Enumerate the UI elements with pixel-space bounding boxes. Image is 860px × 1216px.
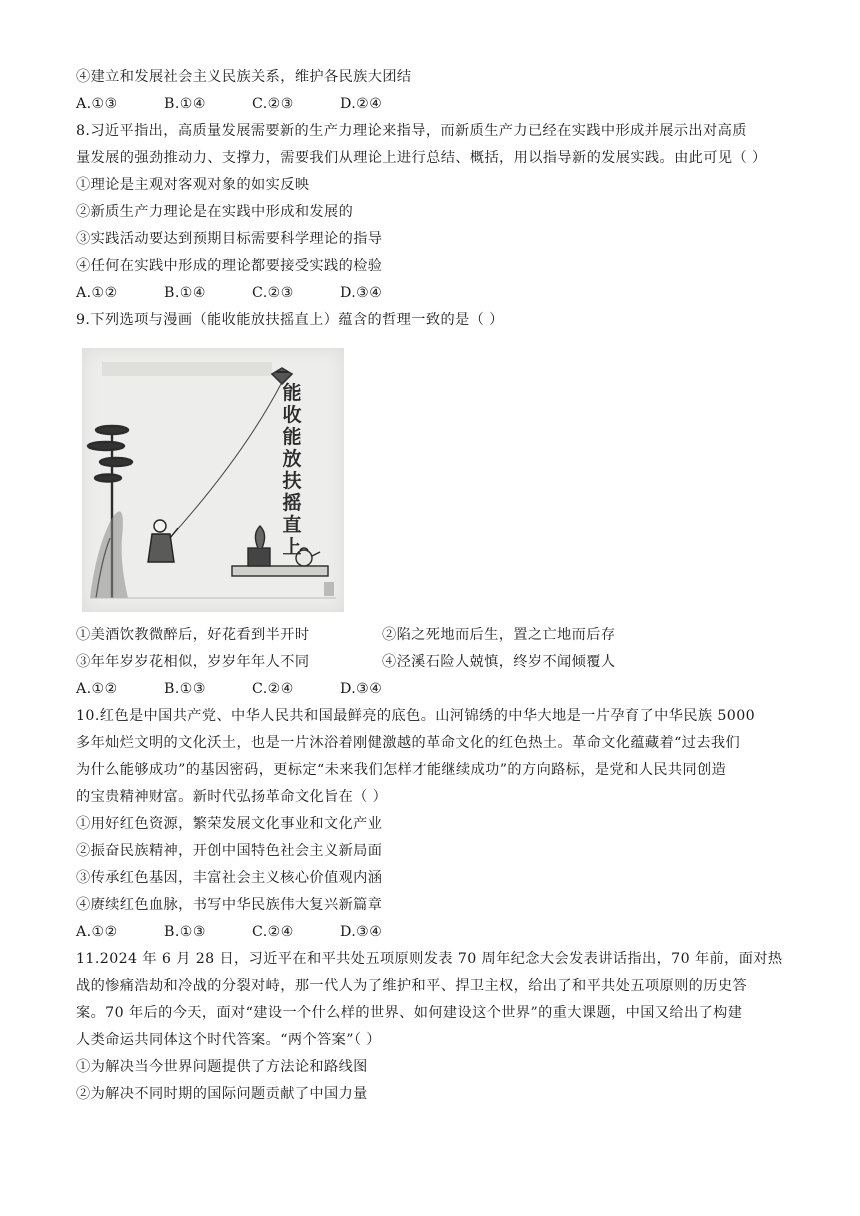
q7-item-4: ④建立和发展社会主义民族关系，维护各民族大团结 — [76, 69, 412, 85]
q7-option-c[interactable]: C.②③ — [252, 96, 294, 112]
q8-options — [76, 280, 796, 307]
q9-items-row-1 — [76, 622, 796, 649]
q8-option-c[interactable]: C.②③ — [252, 285, 294, 301]
q7-option-a[interactable]: A.①③ — [76, 96, 118, 112]
q10-item-3: ③传承红色基因，丰富社会主义核心价值观内涵 — [76, 870, 383, 886]
person-figure — [148, 520, 178, 562]
q10-option-d[interactable]: D.③④ — [340, 924, 383, 940]
q11-stem-line-4: 人类命运共同体这个时代答案。“两个答案”（ ） — [76, 1032, 381, 1048]
q8-option-b[interactable]: B.①④ — [164, 285, 206, 301]
q8-item-1: ①理论是主观对客观对象的如实反映 — [76, 177, 310, 193]
q11-item-1: ①为解决当今世界问题提供了方法论和路线图 — [76, 1059, 368, 1075]
q10-stem-line-1: 10.红色是中国共产党、中华人民共和国最鲜亮的底色。山河锦绣的中华大地是一片孕育了中华民族 5000 — [76, 708, 756, 724]
q9-item-2: ②陷之死地而后生，置之亡地而后存 — [382, 627, 616, 643]
q8-option-a[interactable]: A.①② — [76, 285, 118, 301]
q9-items-row-2 — [76, 649, 796, 676]
q7-option-b[interactable]: B.①④ — [164, 96, 206, 112]
comic-illustration — [82, 348, 344, 612]
q11-item-2: ②为解决不同时期的国际问题贡献了中国力量 — [76, 1086, 368, 1102]
q10-stem-line-2: 多年灿烂文明的文化沃土，也是一片沐浴着刚健激越的革命文化的红色热土。革命文化蕴藏着“过去我们 — [76, 735, 741, 751]
q8-stem-line-1: 8.习近平指出，高质量发展需要新的生产力理论来指导，而新质生产力已经在实践中形成并展示出对高质 — [76, 123, 747, 139]
q10-item-2: ②振奋民族精神，开创中国特色社会主义新局面 — [76, 843, 383, 859]
q10-item-1: ①用好红色资源，繁荣发展文化事业和文化产业 — [76, 816, 383, 832]
q11-stem-line-1: 11.2024 年 6 月 28 日，习近平在和平共处五项原则发表 70 周年纪念大会发表讲话指出，70 年前，面对热 — [76, 951, 783, 967]
q10-item-4: ④赓续红色血脉，书写中华民族伟大复兴新篇章 — [76, 897, 383, 913]
q9-options — [76, 676, 796, 703]
q9-item-1: ①美酒饮教微醉后，好花看到半开时 — [76, 627, 310, 643]
q8-option-d[interactable]: D.③④ — [340, 285, 383, 301]
q8-item-4: ④任何在实践中形成的理论都要接受实践的检验 — [76, 258, 383, 274]
comic-title: 能 收 能 放 扶 摇 直 上 — [282, 382, 302, 558]
q8-stem-line-2: 量发展的强劲推动力、支撑力，需要我们从理论上进行总结、概括，用以指导新的发展实践。由此可见（ ） — [76, 150, 767, 166]
q10-option-a[interactable]: A.①② — [76, 924, 118, 940]
exam-page — [76, 64, 796, 1108]
q9-stem: 9.下列选项与漫画（能收能放扶摇直上）蕴含的哲理一致的是（ ） — [76, 312, 504, 328]
q7-options — [76, 91, 796, 118]
q10-option-c[interactable]: C.②④ — [252, 924, 294, 940]
q8-item-3: ③实践活动要达到预期目标需要科学理论的指导 — [76, 231, 383, 247]
q8-item-2: ②新质生产力理论是在实践中形成和发展的 — [76, 204, 354, 220]
q10-option-b[interactable]: B.①③ — [164, 924, 206, 940]
q9-item-4: ④泾溪石险人兢慎，终岁不闻倾覆人 — [382, 654, 616, 670]
q9-item-3: ③年年岁岁花相似，岁岁年年人不同 — [76, 654, 310, 670]
q9-option-b[interactable]: B.①③ — [164, 681, 206, 697]
q10-options — [76, 919, 796, 946]
q11-stem-line-2: 战的惨痛浩劫和冷战的分裂对峙，那一代人为了维护和平、捍卫主权，给出了和平共处五项原则的历史答 — [76, 978, 748, 994]
q10-stem-line-3: 为什么能够成功”的基因密码，更标定“未来我们怎样才能继续成功”的方向路标，是党和人民共同创造 — [76, 762, 727, 778]
q7-option-d[interactable]: D.②④ — [340, 96, 383, 112]
q11-stem-line-3: 案。70 年后的今天，面对“建设一个什么样的世界、如何建设这个世界”的重大课题，中国又给出了构建 — [76, 1005, 743, 1021]
q9-option-a[interactable]: A.①② — [76, 681, 118, 697]
q9-option-c[interactable]: C.②④ — [252, 681, 294, 697]
q10-stem-line-4: 的宝贵精神财富。新时代弘扬革命文化旨在（ ） — [76, 789, 388, 805]
q9-option-d[interactable]: D.③④ — [340, 681, 383, 697]
